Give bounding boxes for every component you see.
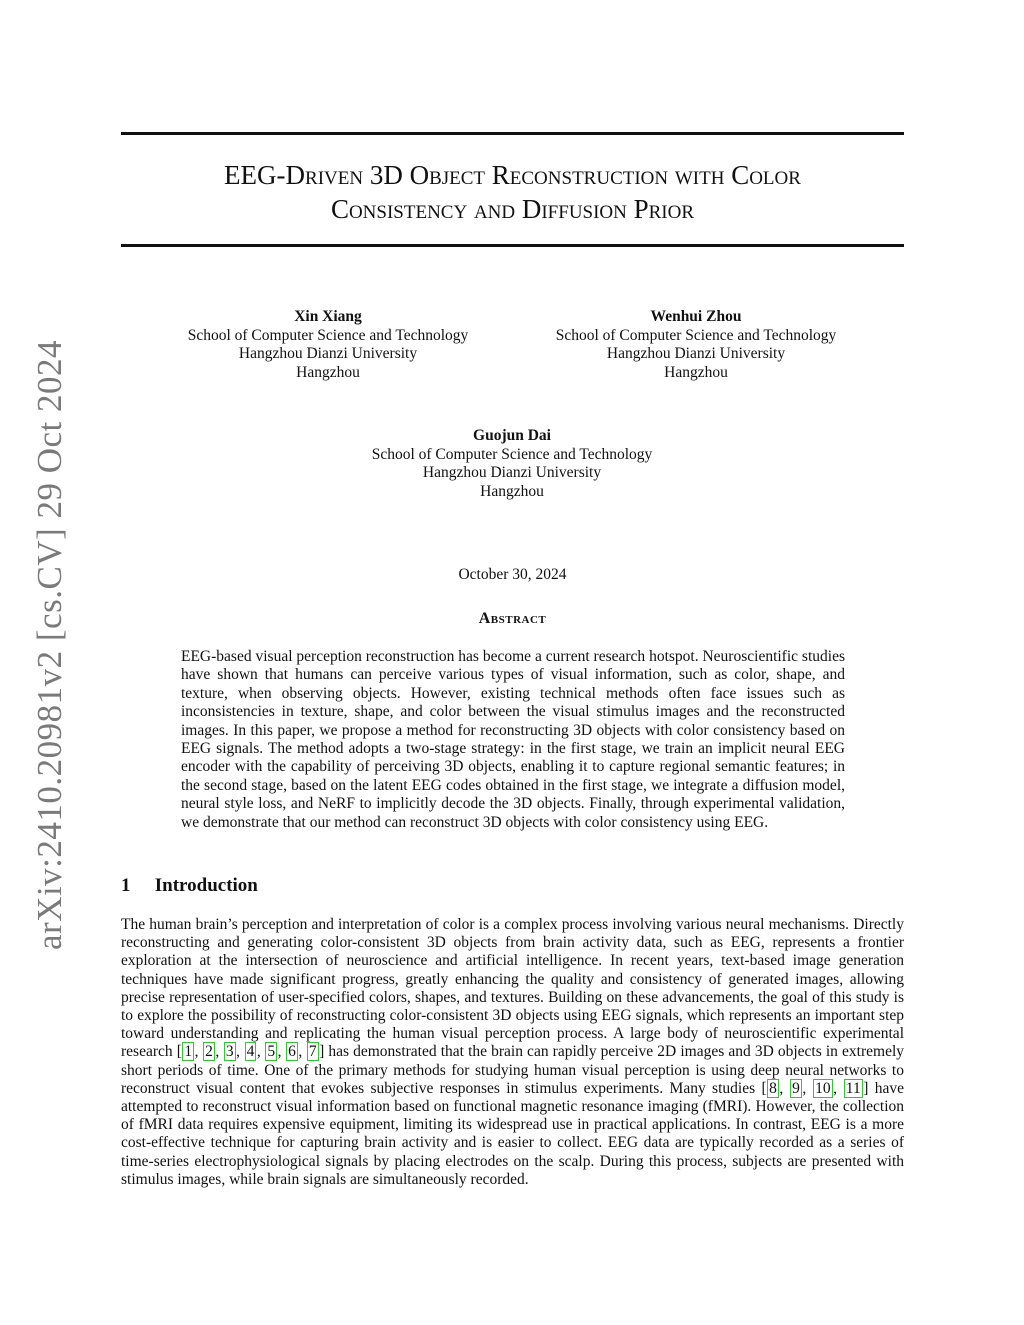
author-department: School of Computer Science and Technology (187, 326, 469, 344)
author-name: Xin Xiang (294, 308, 362, 325)
citation-link[interactable]: 7 (308, 1043, 317, 1061)
title-bottom-rule (121, 244, 904, 247)
author-block-3 (332, 427, 692, 501)
citation-link[interactable]: 8 (769, 1079, 777, 1097)
citation-link[interactable]: 9 (792, 1079, 800, 1097)
citation-link[interactable]: 5 (267, 1043, 276, 1061)
citation-link[interactable]: 4 (246, 1043, 255, 1061)
author-university: Hangzhou Dianzi University (606, 345, 786, 362)
publication-date: October 30, 2024 (458, 566, 567, 583)
author-university: Hangzhou Dianzi University (422, 464, 602, 481)
citation-link[interactable]: 2 (205, 1043, 213, 1061)
author-city: Hangzhou (664, 363, 728, 381)
title-top-rule (121, 132, 904, 135)
paper-title-line-1: EEG-Driven 3D Object Reconstruction with Color (224, 160, 801, 190)
author-city: Hangzhou (296, 363, 360, 381)
paper-title (121, 158, 904, 226)
author-name: Wenhui Zhou (650, 308, 742, 325)
introduction-paragraph: The human brain’s perception and interpretation of color is a complex process involving various neural mechanisms. Directly reconstructing and generating color-consistent 3D objects from brain activity data, such as EEG, represents a frontier exploration at the intersection of neuroscience and artificial intelligence. In recent years, text-based image generation techniques have made significant progress, greatly enhancing the quality and consistency of generated images, allowing precise representation of user-specified colors, shapes, and textures. Building on these advancements, the goal of this study is to explore the possibility of reconstructing color-consistent 3D objects using EEG signals, which represents an important step toward understanding and replicating the human visual perception process. A large body of neuroscientific experimental research [ 1 , 2 , 3 , 4 , 5 , 6 , 7 ] has demonstrated that the brain can rapidly perceive 2D images and 3D objects in extremely short periods of time. One of the primary methods for studying human visual perception is using deep neural networks to reconstruct visual content that evokes subjective responses in stimulus experiments. Many studies [ 8 , 9 , 10 , 11 ] have attempted to reconstruct visual information based on functional magnetic resonance imaging (fMRI). However, the collection of fMRI data requires expensive equipment, limiting its widespread use in practical applications. In contrast, EEG is a more cost-effective technique for capturing brain activity and is easier to collect. EEG data are typically recorded as a series of time-series electrophysiological signals by placing electrodes on the scalp. During this process, subjects are presented with stimulus images, while brain signals are simultaneously recorded. (121, 916, 905, 1188)
author-block-2 (516, 308, 876, 382)
intro-text-part-2: has demonstrated that the brain can rapidly perceive 2D images and 3D objects in extremely short periods of time. One of the primary methods for studying human visual perception is using deep neural networks to reconstruct visual content that evokes subjective responses in stimulus experiments. Many studies (121, 1043, 905, 1097)
author-block-1 (148, 308, 508, 382)
section-title: Introduction (154, 875, 258, 896)
citation-link[interactable]: 6 (288, 1043, 296, 1061)
intro-text-part-3: have attempted to reconstruct visual information based on functional magnetic resonance imaging (fMRI). However, the collection of fMRI data requires expensive equipment, limiting its widespread use in practical applications. In contrast, EEG is a more cost-effective technique for capturing brain activity and is easier to collect. EEG data are typically recorded as a series of time-series electrophysiological signals by placing electrodes on the scalp. During this process, subjects are presented with stimulus images, while brain signals are simultaneously recorded. (121, 1079, 904, 1188)
section-number: 1 (121, 875, 131, 896)
arxiv-identifier-stamp: arXiv:2410.20981v2 [cs.CV] 29 Oct 2024 (30, 339, 69, 951)
abstract-heading: Abstract (478, 610, 547, 627)
intro-text-part-1: The human brain’s perception and interpretation of color is a complex process involving various neural mechanisms. Directly reconstructing and generating color-consistent 3D objects from brain activity data, such as EEG, represents a frontier exploration at the intersection of neuroscience and artificial intelligence. In recent years, text-based image generation techniques have made significant progress, greatly enhancing the quality and consistency of generated images, allowing precise representation of user-specified colors, shapes, and textures. Building on these advancements, the goal of this study is to explore the possibility of reconstructing color-consistent 3D objects using EEG signals, which represents an important step toward understanding and replicating the human visual perception process. A large body of neuroscientific experimental research (121, 916, 904, 1061)
citation-link[interactable]: 10 (815, 1079, 831, 1097)
author-name: Guojun Dai (473, 427, 551, 444)
author-university: Hangzhou Dianzi University (238, 345, 418, 362)
citation-link[interactable]: 11 (845, 1079, 861, 1097)
author-department: School of Computer Science and Technology (371, 445, 653, 463)
author-city: Hangzhou (480, 482, 544, 500)
section-heading-introduction (121, 875, 258, 897)
citation-link[interactable]: 1 (184, 1043, 193, 1061)
abstract-text: EEG-based visual perception reconstruction has become a current research hotspot. Neuroscientific studies have shown that humans can perceive various types of visual information, such as color, shape, and texture, when observing objects. However, existing technical methods often face issues such as inconsistencies in texture, shape, and color between the visual stimulus images and the reconstructed images. In this paper, we propose a method for reconstructing 3D objects with color consistency based on EEG signals. The method adopts a two-stage strategy: in the first stage, we train an implicit neural EEG encoder with the capability of perceiving 3D objects, enabling it to capture regional semantic features; in the second stage, based on the latent EEG codes obtained in the first stage, we integrate a diffusion model, neural style loss, and NeRF to implicitly decode the 3D objects. Finally, through experimental validation, we demonstrate that our method can reconstruct 3D objects with color consistency using EEG. (181, 648, 845, 831)
author-department: School of Computer Science and Technology (555, 326, 837, 344)
citation-link[interactable]: 3 (225, 1043, 234, 1061)
paper-title-line-2: Consistency and Diffusion Prior (330, 194, 695, 224)
